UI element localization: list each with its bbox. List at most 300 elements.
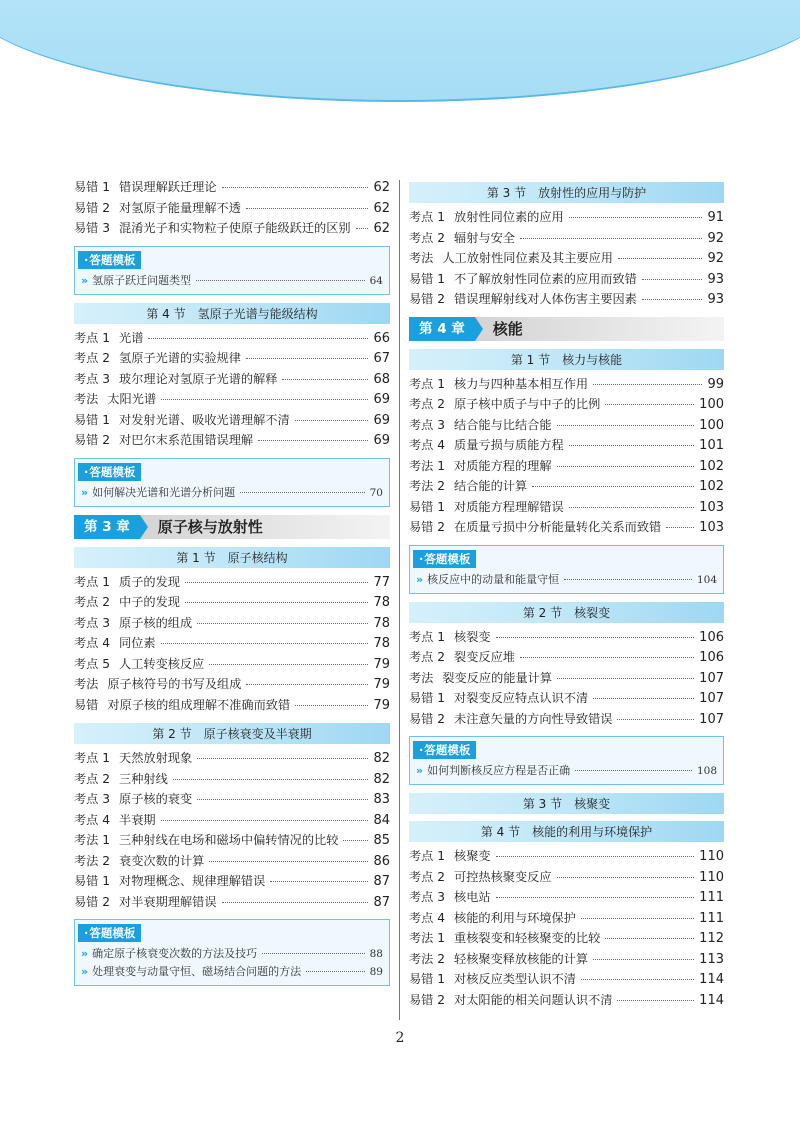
entry-tag: 易错 2 xyxy=(409,292,446,306)
entry-tag: 考点 3 xyxy=(74,615,111,630)
entry-tag: 易错 1 xyxy=(74,874,111,888)
entry-tag: 易错 2 xyxy=(409,520,446,534)
entry-title: 在质量亏损中分析能量转化关系而致错 xyxy=(454,520,662,534)
toc-group xyxy=(74,329,390,452)
dot-leader xyxy=(575,770,692,771)
dot-leader xyxy=(496,856,695,857)
toc-group xyxy=(409,375,724,539)
entry-page: 79 xyxy=(373,677,390,692)
entry-page: 82 xyxy=(373,771,390,787)
column-divider xyxy=(399,180,400,1020)
chapter-label: 第 4 章 xyxy=(409,317,475,341)
section-header[interactable]: 第 1 节 核力与核能 xyxy=(409,349,724,370)
entry-page: 111 xyxy=(699,910,724,926)
dot-leader xyxy=(306,971,365,972)
entry-page: 112 xyxy=(699,931,724,946)
entry-title: 三种射线在电场和磁场中偏转情况的比较 xyxy=(119,833,339,847)
entry-page: 114 xyxy=(699,992,724,1008)
entry-title: 对核反应类型认识不清 xyxy=(454,972,576,986)
section-header[interactable]: 第 2 节 原子核衰变及半衰期 xyxy=(74,723,390,744)
entry-tag: 考法 1 xyxy=(409,931,446,945)
entry-page: 78 xyxy=(373,636,390,651)
toc-entry[interactable] xyxy=(409,229,724,250)
dot-leader xyxy=(196,280,365,281)
entry-title: 对原子核的组成理解不准确而致错 xyxy=(107,697,291,712)
header-banner xyxy=(0,0,800,102)
entry-title: 衰变次数的计算 xyxy=(119,853,205,868)
entry-title: 玻尔理论对氢原子光谱的解释 xyxy=(119,371,278,386)
entry-page: 108 xyxy=(696,765,717,777)
entry-tag: 考点 3 xyxy=(74,792,111,806)
entry-page: 82 xyxy=(373,751,390,766)
entry-title: 结合能的计算 xyxy=(454,479,528,493)
entry-title: 裂变反应的能量计算 xyxy=(442,670,553,685)
entry-title: 如何判断核反应方程是否正确 xyxy=(427,764,571,777)
toc-entry[interactable] xyxy=(74,811,390,832)
answer-template-box xyxy=(74,246,390,295)
toc-entry[interactable] xyxy=(409,436,724,457)
dot-leader xyxy=(173,779,369,780)
dot-leader xyxy=(557,466,695,467)
dot-leader xyxy=(246,684,368,685)
toc-entry[interactable] xyxy=(409,689,724,710)
entry-page: 100 xyxy=(699,397,724,412)
entry-page: 67 xyxy=(373,351,390,366)
entry-title: 对太阳能的相关问题认识不清 xyxy=(454,992,613,1007)
entry-title: 原子核符号的书写及组成 xyxy=(107,677,242,691)
toc-entry[interactable] xyxy=(409,950,724,971)
toc-entry[interactable] xyxy=(74,593,390,614)
toc-entry[interactable] xyxy=(409,970,724,991)
entry-title: 对氢原子能量理解不透 xyxy=(119,200,241,215)
chapter-title: 核能 xyxy=(475,317,724,341)
entry-page: 88 xyxy=(369,948,383,960)
entry-page: 92 xyxy=(707,230,724,246)
entry-tag: 考点 2 xyxy=(409,869,446,884)
double-chevron-icon: » xyxy=(416,572,424,586)
chapter-header[interactable] xyxy=(74,515,390,539)
dot-leader xyxy=(209,861,368,862)
double-chevron-icon: » xyxy=(81,947,89,960)
entry-title: 质子的发现 xyxy=(119,574,180,589)
entry-page: 102 xyxy=(699,479,724,494)
dot-leader xyxy=(197,799,368,800)
entry-tag: 考点 1 xyxy=(409,849,446,863)
answer-template-box xyxy=(74,919,390,986)
dot-leader xyxy=(295,705,368,706)
dot-leader xyxy=(642,279,703,280)
toc-entry[interactable] xyxy=(409,628,724,649)
dot-leader xyxy=(593,698,694,699)
entry-title: 如何解决光谱和光谱分析问题 xyxy=(92,485,236,499)
entry-tag: 易错 2 xyxy=(74,433,111,447)
dot-leader xyxy=(557,425,695,426)
entry-title: 放射性同位素的应用 xyxy=(454,210,564,224)
double-chevron-icon: » xyxy=(81,273,89,287)
dot-leader xyxy=(295,420,369,421)
entry-page: 87 xyxy=(373,874,390,889)
double-chevron-icon: » xyxy=(416,764,424,777)
toc-entry[interactable] xyxy=(409,270,724,291)
template-entry[interactable] xyxy=(81,963,383,981)
dot-leader xyxy=(618,258,702,259)
toc-group xyxy=(74,749,390,913)
entry-page: 78 xyxy=(373,615,390,631)
template-entry[interactable] xyxy=(81,272,383,290)
entry-page: 111 xyxy=(699,890,724,905)
entry-title: 对裂变反应特点认识不清 xyxy=(454,691,589,705)
toc-entry[interactable] xyxy=(74,573,390,594)
entry-title: 质量亏损与质能方程 xyxy=(454,438,564,452)
toc-entry[interactable] xyxy=(409,290,724,311)
chapter-header[interactable] xyxy=(409,317,724,341)
chapter-label: 第 3 章 xyxy=(74,515,140,539)
section-header[interactable]: 第 3 节 核聚变 xyxy=(409,793,724,814)
dot-leader xyxy=(262,953,365,954)
page-number: 2 xyxy=(395,1030,405,1046)
dot-leader xyxy=(605,404,694,405)
toc-entry[interactable] xyxy=(409,888,724,909)
toc-entry[interactable] xyxy=(74,831,390,852)
entry-page: 92 xyxy=(707,251,724,266)
toc-entry[interactable] xyxy=(409,416,724,437)
entry-title: 人工转变核反应 xyxy=(119,656,205,671)
answer-template-label: · 答题模板 xyxy=(78,924,141,942)
entry-tag: 考点 1 xyxy=(74,574,111,589)
entry-page: 106 xyxy=(699,650,724,665)
toc-entry[interactable] xyxy=(409,868,724,889)
entry-page: 68 xyxy=(373,371,390,387)
entry-tag: 考法 2 xyxy=(74,853,111,868)
dot-leader xyxy=(343,840,368,841)
entry-tag: 考点 3 xyxy=(74,371,111,386)
entry-tag: 易错 2 xyxy=(409,711,446,726)
entry-title: 半衰期 xyxy=(119,812,156,827)
dot-leader xyxy=(569,217,703,218)
dot-leader xyxy=(581,918,694,919)
toc-entry[interactable] xyxy=(74,329,390,350)
entry-title: 对质能方程理解错误 xyxy=(454,499,564,514)
template-list xyxy=(81,272,383,290)
entry-page: 83 xyxy=(373,792,390,807)
dot-leader xyxy=(569,445,694,446)
entry-tag: 考点 1 xyxy=(409,210,446,224)
entry-page: 85 xyxy=(373,833,390,848)
entry-tag: 考点 3 xyxy=(409,417,446,432)
toc-entry[interactable] xyxy=(409,710,724,731)
entry-title: 核裂变 xyxy=(454,629,491,644)
entry-tag: 考点 4 xyxy=(409,910,446,925)
entry-tag: 考点 1 xyxy=(74,751,111,765)
entry-title: 光谱 xyxy=(119,330,144,345)
dot-leader xyxy=(161,399,368,400)
dot-leader xyxy=(161,820,369,821)
toc-entry[interactable] xyxy=(74,770,390,791)
toc-entry[interactable] xyxy=(74,675,390,696)
section-header[interactable]: 第 4 节 氢原子光谱与能级结构 xyxy=(74,303,390,324)
entry-tag: 考点 2 xyxy=(74,595,111,609)
entry-tag: 考法 xyxy=(74,392,99,406)
template-entry[interactable] xyxy=(416,762,717,780)
entry-page: 62 xyxy=(373,200,390,216)
entry-title: 三种射线 xyxy=(119,771,168,786)
toc-entry[interactable] xyxy=(74,411,390,432)
entry-tag: 易错 1 xyxy=(409,691,446,705)
entry-page: 99 xyxy=(707,376,724,392)
entry-tag: 考点 1 xyxy=(409,376,446,391)
entry-page: 103 xyxy=(699,499,724,515)
toc-entry[interactable] xyxy=(409,847,724,868)
entry-tag: 考点 2 xyxy=(409,397,446,411)
toc-entry[interactable] xyxy=(74,370,390,391)
entry-tag: 考点 2 xyxy=(74,351,111,365)
toc-entry[interactable] xyxy=(74,431,390,452)
answer-template-label: · 答题模板 xyxy=(413,550,476,568)
entry-title: 原子核的组成 xyxy=(119,615,193,630)
dot-leader xyxy=(209,664,368,665)
answer-template-label: · 答题模板 xyxy=(78,251,141,269)
entry-page: 64 xyxy=(369,274,383,287)
template-entry[interactable] xyxy=(81,484,383,502)
dot-leader xyxy=(246,358,369,359)
entry-title: 对半衰期理解错误 xyxy=(119,894,217,909)
double-chevron-icon: » xyxy=(81,965,89,978)
toc-left-column xyxy=(74,178,390,994)
entry-page: 69 xyxy=(373,433,390,448)
toc-entry[interactable] xyxy=(74,655,390,676)
toc-entry[interactable] xyxy=(409,395,724,416)
entry-page: 107 xyxy=(699,711,724,727)
entry-title: 氢原子光谱的实验规律 xyxy=(119,351,241,365)
dot-leader xyxy=(557,678,694,679)
entry-tag: 易错 3 xyxy=(74,221,111,235)
entry-title: 天然放射现象 xyxy=(119,751,193,765)
toc-entry[interactable] xyxy=(74,749,390,770)
section-header[interactable]: 第 2 节 核裂变 xyxy=(409,602,724,623)
answer-template-label: · 答题模板 xyxy=(413,741,476,759)
entry-title: 结合能与比结合能 xyxy=(454,417,552,432)
toc-entry[interactable] xyxy=(409,991,724,1012)
chapter-title: 原子核与放射性 xyxy=(140,515,390,539)
toc-group xyxy=(409,847,724,1011)
dot-leader xyxy=(569,507,694,508)
entry-tag: 考法 1 xyxy=(409,458,446,473)
dot-leader xyxy=(642,299,703,300)
toc-entry[interactable] xyxy=(409,498,724,519)
dot-leader xyxy=(185,582,369,583)
toc-entry[interactable] xyxy=(74,790,390,811)
entry-title: 重核裂变和轻核聚变的比较 xyxy=(454,931,601,945)
entry-title: 对巴尔末系范围错误理解 xyxy=(119,433,254,447)
toc-right-column xyxy=(409,178,724,1011)
dot-leader xyxy=(197,758,368,759)
toc-entry[interactable] xyxy=(74,634,390,655)
entry-page: 107 xyxy=(699,670,724,686)
toc-entry[interactable] xyxy=(409,375,724,396)
entry-title: 原子核的衰变 xyxy=(119,792,193,806)
entry-title: 核电站 xyxy=(454,890,491,904)
entry-page: 106 xyxy=(699,629,724,645)
entry-tag: 易错 xyxy=(74,697,99,712)
entry-title: 核反应中的动量和能量守恒 xyxy=(427,572,560,586)
entry-tag: 考点 4 xyxy=(74,636,111,650)
entry-tag: 考点 2 xyxy=(409,230,446,245)
entry-tag: 考法 2 xyxy=(409,479,446,493)
dot-leader xyxy=(148,338,368,339)
entry-page: 114 xyxy=(699,972,724,987)
entry-page: 69 xyxy=(373,412,390,428)
entry-title: 确定原子核衰变次数的方法及技巧 xyxy=(92,947,258,960)
section-header[interactable]: 第 4 节 核能的利用与环境保护 xyxy=(409,821,724,842)
toc-entry[interactable] xyxy=(74,872,390,893)
entry-title: 裂变反应堆 xyxy=(454,650,515,664)
entry-tag: 考点 2 xyxy=(409,650,446,664)
dot-leader xyxy=(222,187,369,188)
toc-entry[interactable] xyxy=(74,852,390,873)
entry-tag: 易错 2 xyxy=(409,992,446,1007)
entry-page: 110 xyxy=(699,869,724,885)
entry-page: 93 xyxy=(707,271,724,287)
entry-page: 103 xyxy=(699,520,724,535)
answer-template-label: · 答题模板 xyxy=(78,463,141,481)
entry-tag: 易错 1 xyxy=(74,180,111,194)
entry-page: 113 xyxy=(699,951,724,967)
dot-leader xyxy=(520,657,694,658)
dot-leader xyxy=(240,492,365,493)
dot-leader xyxy=(356,228,369,229)
entry-title: 核能的利用与环境保护 xyxy=(454,910,576,925)
entry-title: 可控热核聚变反应 xyxy=(454,869,552,884)
dot-leader xyxy=(593,384,702,385)
entry-page: 102 xyxy=(699,458,724,474)
template-list xyxy=(81,484,383,502)
double-chevron-icon: » xyxy=(81,485,89,499)
entry-page: 79 xyxy=(373,697,390,713)
toc-entry[interactable] xyxy=(74,178,390,199)
entry-title: 中子的发现 xyxy=(119,595,180,609)
entry-tag: 考点 1 xyxy=(409,629,446,644)
entry-tag: 易错 1 xyxy=(409,271,446,286)
entry-tag: 考法 1 xyxy=(74,833,111,847)
template-entry[interactable] xyxy=(416,571,717,589)
dot-leader xyxy=(270,881,368,882)
entry-tag: 考点 4 xyxy=(409,438,446,452)
entry-tag: 考点 4 xyxy=(74,812,111,827)
entry-title: 太阳光谱 xyxy=(107,392,157,406)
entry-title: 不了解放射性同位素的应用而致错 xyxy=(454,271,637,286)
dot-leader xyxy=(581,979,694,980)
entry-title: 处理衰变与动量守恒、磁场结合问题的方法 xyxy=(92,965,302,978)
template-entry[interactable] xyxy=(81,945,383,963)
toc-entry[interactable] xyxy=(409,669,724,690)
toc-entry[interactable] xyxy=(74,219,390,240)
toc-entry[interactable] xyxy=(409,457,724,478)
toc-entry[interactable] xyxy=(409,477,724,498)
entry-title: 同位素 xyxy=(119,636,156,650)
entry-title: 人工放射性同位素及其主要应用 xyxy=(442,251,613,265)
toc-group xyxy=(409,208,724,311)
toc-entry[interactable] xyxy=(409,909,724,930)
dot-leader xyxy=(222,902,369,903)
toc-entry[interactable] xyxy=(409,249,724,270)
entry-tag: 易错 2 xyxy=(74,894,111,909)
entry-title: 混淆光子和实物粒子使原子能级跃迁的区别 xyxy=(119,221,351,235)
entry-page: 100 xyxy=(699,417,724,433)
toc-entry[interactable] xyxy=(74,696,390,717)
entry-tag: 考法 xyxy=(74,677,99,691)
section-header[interactable]: 第 3 节 放射性的应用与防护 xyxy=(409,182,724,203)
dot-leader xyxy=(605,938,694,939)
dot-leader xyxy=(666,527,694,528)
entry-page: 110 xyxy=(699,849,724,864)
entry-title: 对物理概念、规律理解错误 xyxy=(119,874,266,888)
answer-template-box xyxy=(409,545,724,594)
entry-title: 轻核聚变释放核能的计算 xyxy=(454,951,589,966)
template-list xyxy=(81,945,383,981)
entry-page: 77 xyxy=(373,574,390,590)
entry-title: 对发射光谱、吸收光谱理解不清 xyxy=(119,412,290,427)
entry-title: 错误理解跃迁理论 xyxy=(119,180,217,194)
answer-template-box xyxy=(74,458,390,507)
entry-tag: 易错 1 xyxy=(409,499,446,514)
entry-page: 89 xyxy=(369,966,383,978)
dot-leader xyxy=(617,1000,694,1001)
entry-page: 84 xyxy=(373,812,390,828)
entry-title: 氢原子跃迁问题类型 xyxy=(92,273,192,287)
entry-page: 107 xyxy=(699,691,724,706)
toc-group xyxy=(409,628,724,731)
toc-entry[interactable] xyxy=(74,349,390,370)
entry-title: 对质能方程的理解 xyxy=(454,458,552,473)
dot-leader xyxy=(197,623,368,624)
toc-entry[interactable] xyxy=(409,208,724,229)
section-header[interactable]: 第 1 节 原子核结构 xyxy=(74,547,390,568)
toc-entry[interactable] xyxy=(74,390,390,411)
toc-group xyxy=(74,573,390,717)
entry-tag: 考点 5 xyxy=(74,656,111,671)
toc-entry[interactable] xyxy=(74,614,390,635)
entry-page: 62 xyxy=(373,221,390,236)
entry-title: 原子核中质子与中子的比例 xyxy=(454,397,601,411)
entry-page: 79 xyxy=(373,656,390,672)
dot-leader xyxy=(564,579,692,580)
dot-leader xyxy=(282,379,368,380)
toc-group xyxy=(74,178,390,240)
toc-entry[interactable] xyxy=(409,518,724,539)
entry-page: 104 xyxy=(696,573,717,586)
entry-tag: 考法 2 xyxy=(409,951,446,966)
toc-entry[interactable] xyxy=(409,648,724,669)
toc-entry[interactable] xyxy=(74,893,390,914)
entry-tag: 易错 1 xyxy=(409,972,446,986)
entry-page: 70 xyxy=(369,486,383,499)
entry-page: 101 xyxy=(699,438,724,453)
dot-leader xyxy=(185,602,369,603)
entry-page: 69 xyxy=(373,392,390,407)
entry-title: 未注意矢量的方向性导致错误 xyxy=(454,711,613,726)
entry-page: 87 xyxy=(373,894,390,910)
entry-title: 辐射与安全 xyxy=(454,230,515,245)
dot-leader xyxy=(557,877,695,878)
toc-entry[interactable] xyxy=(409,929,724,950)
dot-leader xyxy=(258,440,368,441)
dot-leader xyxy=(593,959,694,960)
dot-leader xyxy=(246,208,369,209)
entry-page: 62 xyxy=(373,180,390,195)
entry-page: 78 xyxy=(373,595,390,610)
toc-entry[interactable] xyxy=(74,199,390,220)
entry-title: 核聚变 xyxy=(454,849,491,863)
